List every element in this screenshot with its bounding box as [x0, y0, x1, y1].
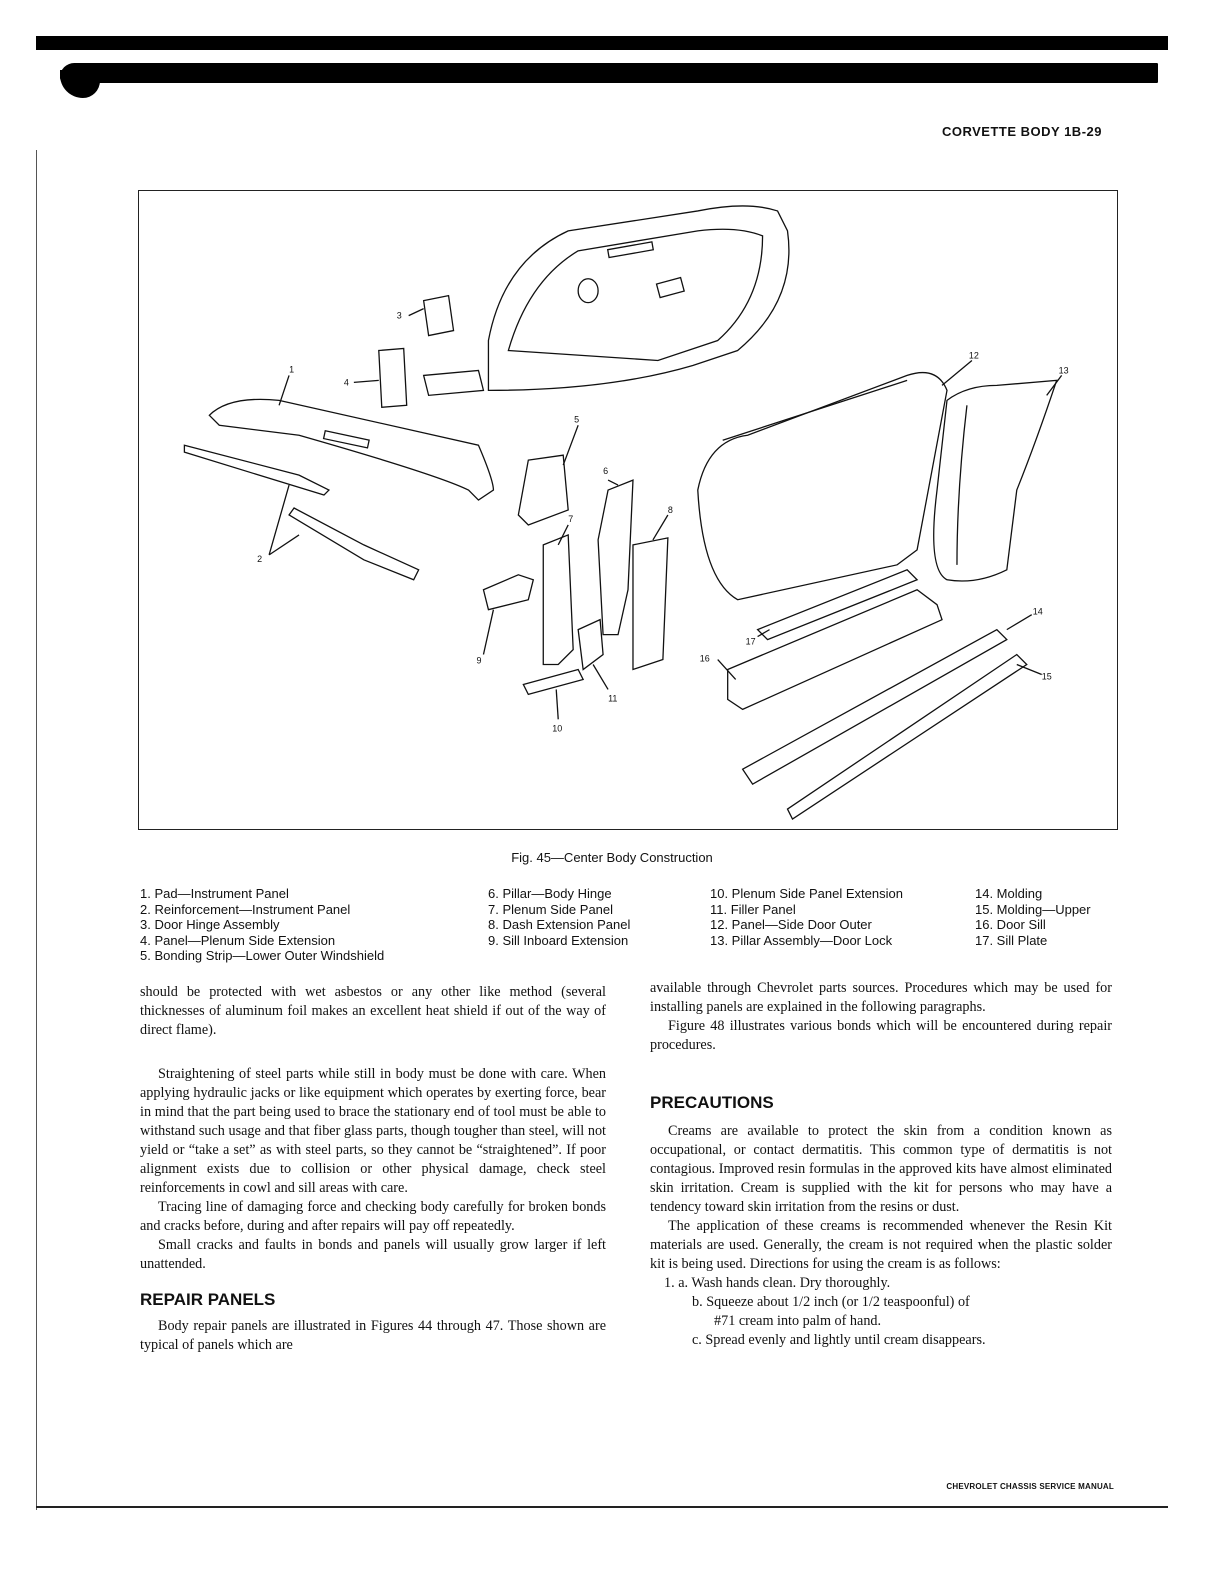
- bottom-rule: [36, 1506, 1168, 1508]
- paragraph: Small cracks and faults in bonds and panels will usually grow larger if left unattended.: [140, 1237, 606, 1272]
- plenum-side-extension: [379, 349, 407, 408]
- callout-12: 12: [968, 350, 979, 361]
- page-footer: CHEVROLET CHASSIS SERVICE MANUAL: [946, 1482, 1114, 1491]
- callout-15: 15: [1041, 671, 1052, 682]
- plenum-side-panel-extension: [523, 670, 583, 695]
- paragraph: Tracing line of damaging force and checking body carefully for broken bonds and cracks before, during and after repairs will pay off repeatedly.: [140, 1199, 606, 1234]
- pillar-body-hinge: [598, 480, 633, 635]
- door-inner-frame: [488, 206, 788, 390]
- top-brush-bar: [60, 63, 1158, 83]
- legend-item: 4. Panel—Plenum Side Extension: [140, 932, 336, 948]
- callout-5: 5: [574, 414, 580, 425]
- legend-column-2: [488, 886, 630, 948]
- paragraph: should be protected with wet asbestos or any other like method (several thicknesses of aluminum foil makes an excellent heat shield if out of the way of direct flame).: [140, 984, 606, 1038]
- left-text-column: [140, 983, 606, 1355]
- door-lock-pillar: [934, 380, 1057, 581]
- legend-column-3: [710, 886, 903, 948]
- paragraph: The application of these creams is recommended whenever the Resin Kit materials are used. Generally, the cream is not required when the plastic solder kit is being used. Directions for using the cream is as follows:: [650, 1218, 1112, 1272]
- paragraph: Creams are available to protect the skin from a condition known as occupational, or contact dermatitis. This common type of dermatitis is not contagious. Improved resin formulas in the approved kits have almost eliminated skin irritation. Cream is supplied with the kit for persons who may have a tendency toward skin irritation from the resins or dust.: [650, 1123, 1112, 1215]
- legend-item: 3. Door Hinge Assembly: [140, 917, 280, 932]
- legend-item: 10. Plenum Side Panel Extension: [710, 886, 903, 901]
- callout-6: 6: [603, 466, 609, 477]
- bonding-strip: [518, 455, 568, 525]
- brush-bar-tail: [60, 70, 100, 98]
- legend-item: 8. Dash Extension Panel: [488, 917, 631, 932]
- list-item: 1. a. Wash hands clean. Dry thoroughly.: [664, 1275, 891, 1291]
- callout-7: 7: [568, 513, 574, 524]
- callout-16: 16: [699, 653, 710, 664]
- callout-4: 4: [343, 377, 349, 388]
- callout-9: 9: [476, 655, 482, 666]
- section-heading-precautions: PRECAUTIONS: [650, 1093, 774, 1112]
- sill-plate: [758, 570, 918, 640]
- callout-1: 1: [289, 364, 295, 375]
- legend-item: 11. Filler Panel: [710, 901, 796, 917]
- door-hinge-assembly: [424, 296, 454, 336]
- dash-extension-panel: [633, 538, 668, 670]
- legend-item: 1. Pad—Instrument Panel: [140, 886, 289, 901]
- paragraph: Figure 48 illustrates various bonds which will be encountered during repair procedures.: [650, 1018, 1112, 1053]
- figure-frame: [138, 190, 1118, 830]
- list-item: c. Spread evenly and lightly until cream disappears.: [692, 1332, 986, 1348]
- right-text-column: [650, 979, 1112, 1350]
- callout-17: 17: [745, 636, 756, 647]
- callout-2: 2: [257, 553, 263, 564]
- paragraph: available through Chevrolet parts sources. Procedures which may be used for installing panels are explained in the following paragraphs.: [650, 980, 1112, 1015]
- legend-item: 6. Pillar—Body Hinge: [488, 886, 612, 901]
- legend-item: 5. Bonding Strip—Lower Outer Windshield: [140, 948, 385, 963]
- legend-item: 17. Sill Plate: [975, 932, 1048, 948]
- list-item: b. Squeeze about 1/2 inch (or 1/2 teaspoonful) of: [692, 1294, 970, 1310]
- legend-item: 9. Sill Inboard Extension: [488, 932, 629, 948]
- callout-13: 13: [1058, 365, 1069, 376]
- instrument-panel-reinforcement: [184, 445, 329, 495]
- legend-item: 13. Pillar Assembly—Door Lock: [710, 932, 893, 948]
- legend-item: 7. Plenum Side Panel: [488, 901, 614, 917]
- figure-caption: Fig. 45—Center Body Construction: [511, 850, 713, 865]
- legend-item: 14. Molding: [975, 886, 1043, 901]
- center-body-illustration: [139, 191, 1117, 829]
- callout-10: 10: [552, 723, 563, 734]
- legend-item: 16. Door Sill: [975, 917, 1046, 932]
- callout-11: 11: [608, 693, 618, 704]
- cream-directions-list: [650, 1274, 1112, 1350]
- legend-column-4: [975, 886, 1091, 948]
- callout-8: 8: [667, 504, 673, 515]
- top-black-bar: [36, 36, 1168, 50]
- left-margin-rule: [36, 150, 37, 1510]
- molding: [743, 630, 1007, 785]
- plenum-side-panel: [543, 535, 573, 665]
- door-sill: [728, 590, 942, 710]
- callout-14: 14: [1032, 606, 1043, 617]
- paragraph: Body repair panels are illustrated in Figures 44 through 47. Those shown are typical of panels which are: [140, 1318, 606, 1353]
- sill-inboard-extension: [483, 575, 533, 610]
- instrument-panel-pad: [209, 399, 493, 500]
- page-header: CORVETTE BODY 1B-29: [941, 124, 1102, 139]
- legend-column-1: [140, 886, 384, 964]
- filler-panel: [578, 620, 603, 670]
- legend-item: 15. Molding—Upper: [975, 901, 1091, 917]
- legend-item: 12. Panel—Side Door Outer: [710, 917, 872, 932]
- side-door-outer-panel: [698, 373, 947, 600]
- paragraph: Straightening of steel parts while still in body must be done with care. When applying hydraulic jacks or like equipment which operates by exerting force, bear in mind that the part being used to brace the stationary end of tool must be able to withstand such usage and that fiber glass parts, though tougher than steel, will not yield or “take a set” as with steel parts, so they cannot be “straightened”. If poor alignment exists due to collision or other physical damage, check steel reinforcements in cowl and sill areas with care.: [140, 1066, 606, 1196]
- callout-3: 3: [396, 310, 402, 321]
- list-item: #71 cream into palm of hand.: [714, 1313, 882, 1329]
- section-heading-repair-panels: REPAIR PANELS: [140, 1290, 276, 1309]
- legend-item: 2. Reinforcement—Instrument Panel: [140, 901, 351, 917]
